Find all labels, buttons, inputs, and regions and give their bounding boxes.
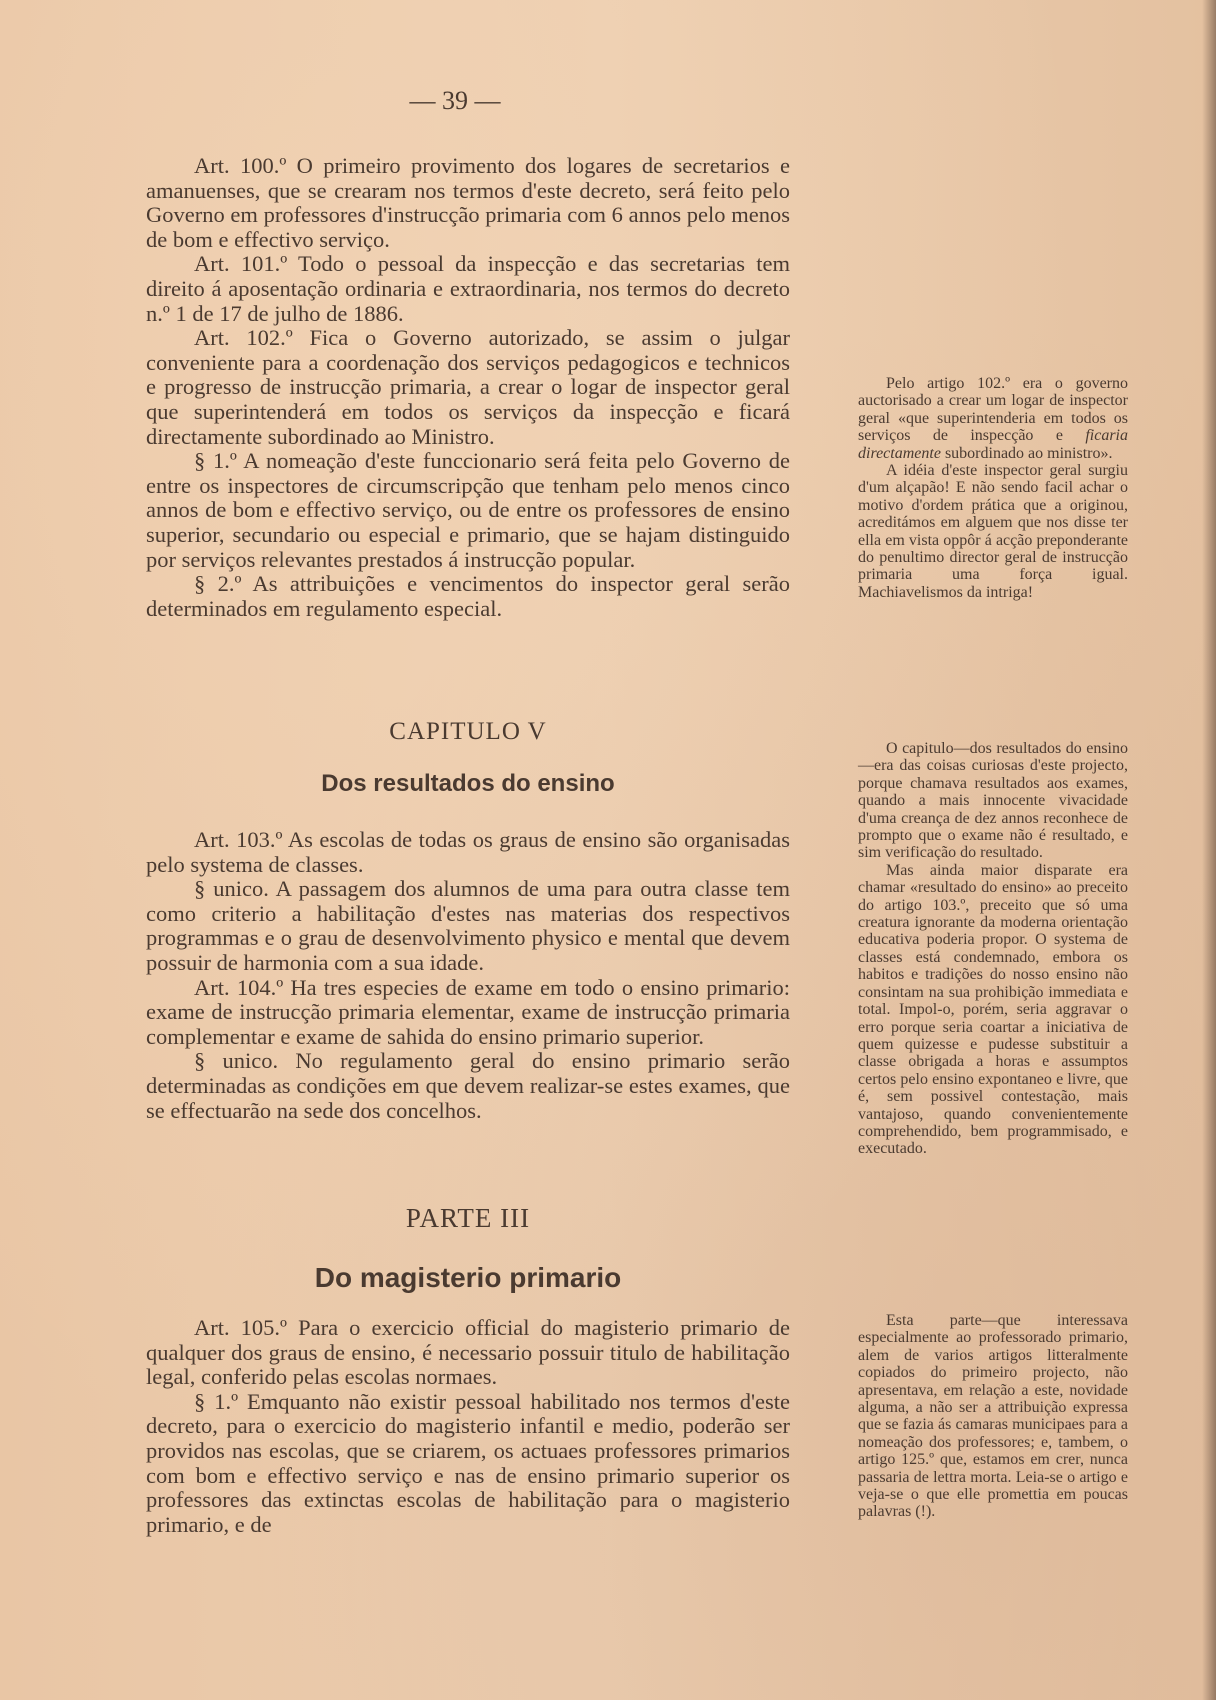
article-105: Art. 105.º Para o exercicio official do magisterio primario de qualquer dos graus de ensino, é necessario possuir titulo de habilitação legal, conferido pelas escolas normaes.: [146, 1315, 790, 1390]
article-105-paragraph-1: § 1.º Emquanto não existir pessoal habilitado nos termos d'este decreto, para o exercicio do magisterio infantil e medio, poderão ser providos nas escolas, que se criarem, os actuaes professores primarios com bom e effectivo serviço e nas de ensino primario superior os professores das extinctas escolas de habilitação para o magisterio primario, e de: [146, 1388, 790, 1537]
article-102-paragraph-2: § 2.º As attribuições e vencimentos do inspector geral serão determinados em regulamento especial.: [146, 571, 790, 621]
chapter-title: Dos resultados do ensino: [321, 770, 615, 797]
article-103: Art. 103.º As escolas de todas os graus de ensino são organisadas pelo systema de classes.: [146, 827, 790, 877]
note-emphasis: ficaria directamente: [858, 427, 1128, 462]
article-100: Art. 100.º O primeiro provimento dos logares de secretarios e amanuenses, que se crearam nos termos d'este decreto, será feito pelo Governo em professores d'instrucção primaria com 6 annos pelo menos de bom e effectivo serviço.: [146, 153, 790, 252]
note-paragraph: [858, 375, 1128, 462]
article-102: Art. 102.º Fica o Governo autorizado, se assim o julgar conveniente para a coordenação dos serviços pedagogicos e technicos e progresso de instrucção primaria, a crear o logar de inspector geral que superintenderá em todos os serviços da inspecção e ficará directamente subordinado ao Ministro.: [146, 325, 790, 449]
article-102-paragraph-1: § 1.º A nomeação d'este funccionario será feita pelo Governo de entre os inspectores de circumscripção que tenham pelo menos cinco annos de bom e effectivo serviço, ou de entre os professores de ensino superior, secundario ou especial e primario, que se hajam distinguido por serviços relevantes prestados á instrucção popular.: [146, 448, 790, 572]
note-text: subordinado ao ministro».: [940, 444, 1113, 462]
note-text: Pelo artigo 102.º era o governo auctorisado a crear um logar de inspector geral «que superintenderia em todos os serviços de inspecção e: [858, 375, 1128, 445]
page-number: — 39 —: [409, 86, 501, 115]
article-104: Art. 104.º Ha tres especies de exame em todo o ensino primario: exame de instrucção primaria elementar, exame de instrucção primaria complementar e exame de sahida do ensino primario superior.: [146, 974, 790, 1049]
chapter-heading: CAPITULO V: [389, 718, 547, 745]
part-heading: PARTE III: [405, 1203, 531, 1233]
margin-note-resultados: [858, 740, 1128, 1158]
note-paragraph: A idéia d'este inspector geral surgiu d'um alçapão! E não sendo facil achar o motivo d'ordem prática que a originou, acreditámos em alguem que nos disse ter ella em vista oppôr á acção preponderante do penultimo director geral de instrucção primaria uma força igual. Machiavelismos da intriga!: [858, 462, 1128, 601]
part-title: Do magisterio primario: [314, 1262, 622, 1293]
articles-block-1: [146, 154, 790, 621]
article-101: Art. 101.º Todo o pessoal da inspecção e das secretarias tem direito á aposentação ordinaria e extraordinaria, nos termos do decreto n.º 1 de 17 de julho de 1886.: [146, 251, 790, 326]
margin-note-inspector: [858, 375, 1128, 601]
article-104-paragraph-unico: § unico. No regulamento geral do ensino primario serão determinadas as condições em que devem realizar-se estes exames, que se effectuarão na sede dos concelhos.: [146, 1048, 790, 1123]
note-paragraph: O capitulo—dos resultados do ensino—era das coisas curiosas d'este projecto, porque chamava resultados aos exames, quando a mais innocente vivacidade d'uma creança de dez annos reconhece de prompto que o exame não é resultado, e sim verificação do resultado.: [858, 740, 1128, 862]
articles-block-2: [146, 828, 790, 1123]
page-edge-shadow: [1202, 0, 1216, 1700]
note-paragraph: Esta parte—que interessava especialmente ao professorado primario, alem de varios artigos litteralmente copiados do primeiro projecto, não apresentava, em relação a este, novidade alguma, a não ser a attribuição expressa que se fazia ás camaras municipaes para a nomeação dos professores; e, tambem, o artigo 125.º que, estamos em crer, nunca passaria de lettra morta. Leia-se o artigo e veja-se o que elle promettia em poucas palavras (!).: [858, 1312, 1128, 1521]
articles-block-3: [146, 1316, 790, 1537]
margin-note-magisterio: [858, 1312, 1128, 1521]
article-103-paragraph-unico: § unico. A passagem dos alumnos de uma para outra classe tem como criterio a habilitação d'estes nas materias dos respectivos programmas e o grau de desenvolvimento physico e mental que devem possuir de harmonia com a sua idade.: [146, 876, 790, 975]
note-paragraph: Mas ainda maior disparate era chamar «resultado do ensino» ao preceito do artigo 103.º, preceito que só uma creatura ignorante da moderna orientação educativa poderia propor. O systema de classes está condemnado, embora os habitos e tradições do nosso ensino não consintam na sua prohibição immediata e total. Impol-o, porém, seria aggravar o erro porque seria coartar a iniciativa de quem quizesse e pudesse substituir a classe obrigada a horas e assumptos certos pelo ensino expontaneo e livre, que é, sem possivel contestação, mais vantajoso, quando convenientemente comprehendido, bem programmisado, e executado.: [858, 861, 1128, 1158]
